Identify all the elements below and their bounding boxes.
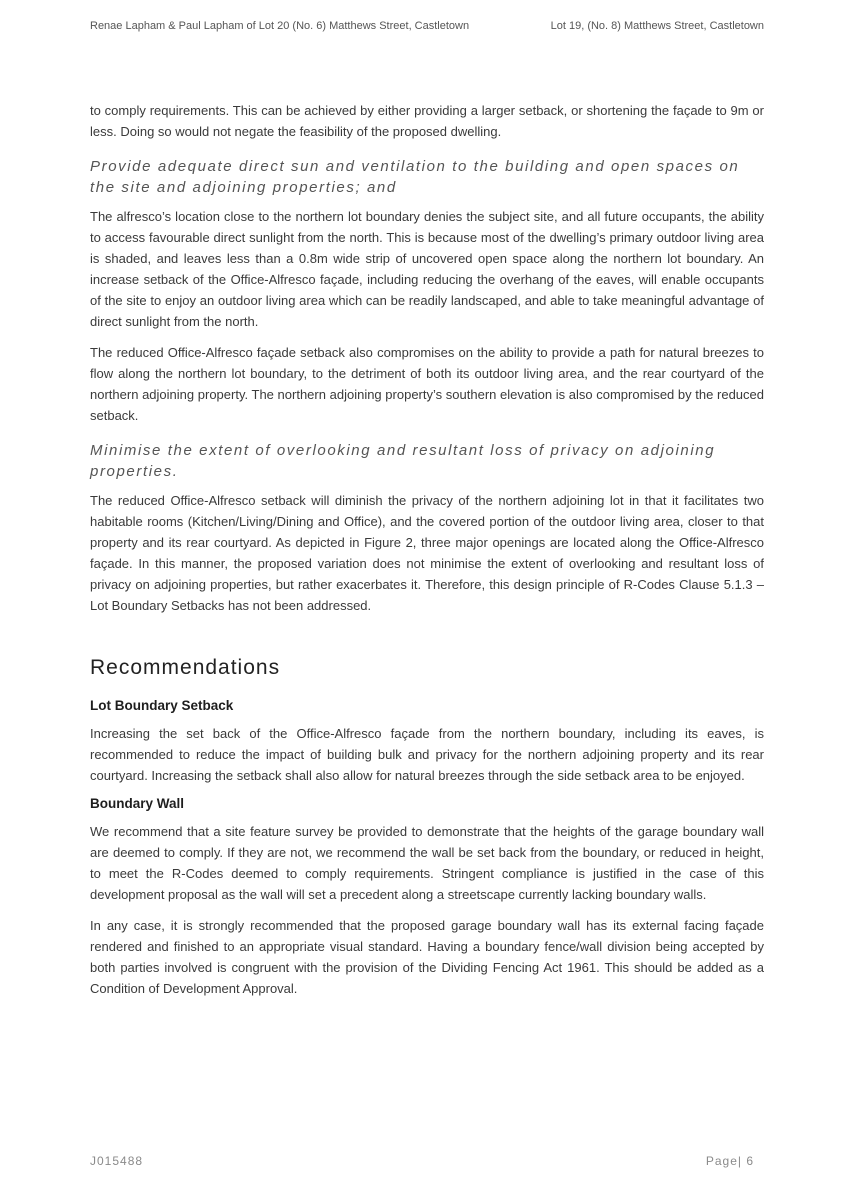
subsection-label: Lot Boundary Setback	[90, 698, 234, 713]
paragraph: In any case, it is strongly recommended that the proposed garage boundary wall has its external facing façade rendered and finished to an appropriate visual standard. Having a boundary fence/wall division being accepted by both parties involved is congruent with the provision of the Dividing Fencing Act 1961. This should be added as a Condition of Development Approval.	[90, 918, 764, 996]
paragraph: to comply requirements. This can be achieved by either providing a larger setback, or shortening the façade to 9m or less. Doing so would not negate the feasibility of the proposed dwelling.	[90, 103, 764, 139]
design-principle-heading: Provide adequate direct sun and ventilation to the building and open spaces on the site and adjoining properties; and	[90, 158, 740, 196]
page-footer	[90, 1154, 754, 1168]
paragraph: The reduced Office-Alfresco façade setback also compromises on the ability to provide a path for natural breezes to flow along the northern lot boundary, to the detriment of both its outdoor living area, and the rear courtyard of the northern adjoining property. The northern adjoining property’s southern elevation is also compromised by the reduced setback.	[90, 345, 764, 423]
design-principle-heading: Minimise the extent of overlooking and resultant loss of privacy on adjoining properties.	[90, 442, 716, 480]
paragraph: The reduced Office-Alfresco setback will diminish the privacy of the northern adjoining lot in that it facilitates two habitable rooms (Kitchen/Living/Dining and Office), and the covered portion of the outdoor living area, closer to that property and its rear courtyard. As depicted in Figure 2, three major openings are located along the Office-Alfresco façade. In this manner, the proposed variation does not minimise the extent of overlooking and resultant loss of privacy on adjoining properties, but rather exacerbates it. Therefore, this design principle of R-Codes Clause 5.1.3 – Lot Boundary Setbacks has not been addressed.	[90, 493, 764, 613]
subsection-label: Boundary Wall	[90, 796, 185, 811]
header-left: Renae Lapham & Paul Lapham of Lot 20 (No. 6) Matthews Street, Castletown	[90, 20, 470, 32]
section-title: Recommendations	[90, 656, 281, 679]
paragraph: We recommend that a site feature survey be provided to demonstrate that the heights of the garage boundary wall are deemed to comply. If they are not, we recommend the wall be set back from the boundary, or reduced in height, to meet the R-Codes deemed to comply requirements. Stringent compliance is justified in the case of this development proposal as the wall will set a precedent along a streetscape currently lacking boundary walls.	[90, 824, 764, 902]
page-content	[90, 100, 764, 1009]
page-number: Page| 6	[705, 1154, 754, 1168]
paragraph: Increasing the set back of the Office-Alfresco façade from the northern boundary, including its eaves, is recommended to reduce the impact of building bulk and privacy for the northern adjoining property and its rear courtyard. Increasing the setback shall also allow for natural breezes through the side setback area to be enjoyed.	[90, 726, 764, 783]
document-reference: J015488	[90, 1154, 144, 1168]
paragraph: The alfresco’s location close to the northern lot boundary denies the subject site, and all future occupants, the ability to access favourable direct sunlight from the north. This is because most of the dwelling’s primary outdoor living area is shaded, and leaves less than a 0.8m wide strip of uncovered open space along the northern lot boundary. An increase setback of the Office-Alfresco façade, including reducing the overhang of the eaves, will enable occupants of the site to enjoy an outdoor living area which can be readily landscaped, and able to take meaningful advantage of direct sunlight from the north.	[90, 209, 764, 329]
page-header	[90, 20, 764, 38]
header-right: Lot 19, (No. 8) Matthews Street, Castletown	[550, 20, 764, 32]
